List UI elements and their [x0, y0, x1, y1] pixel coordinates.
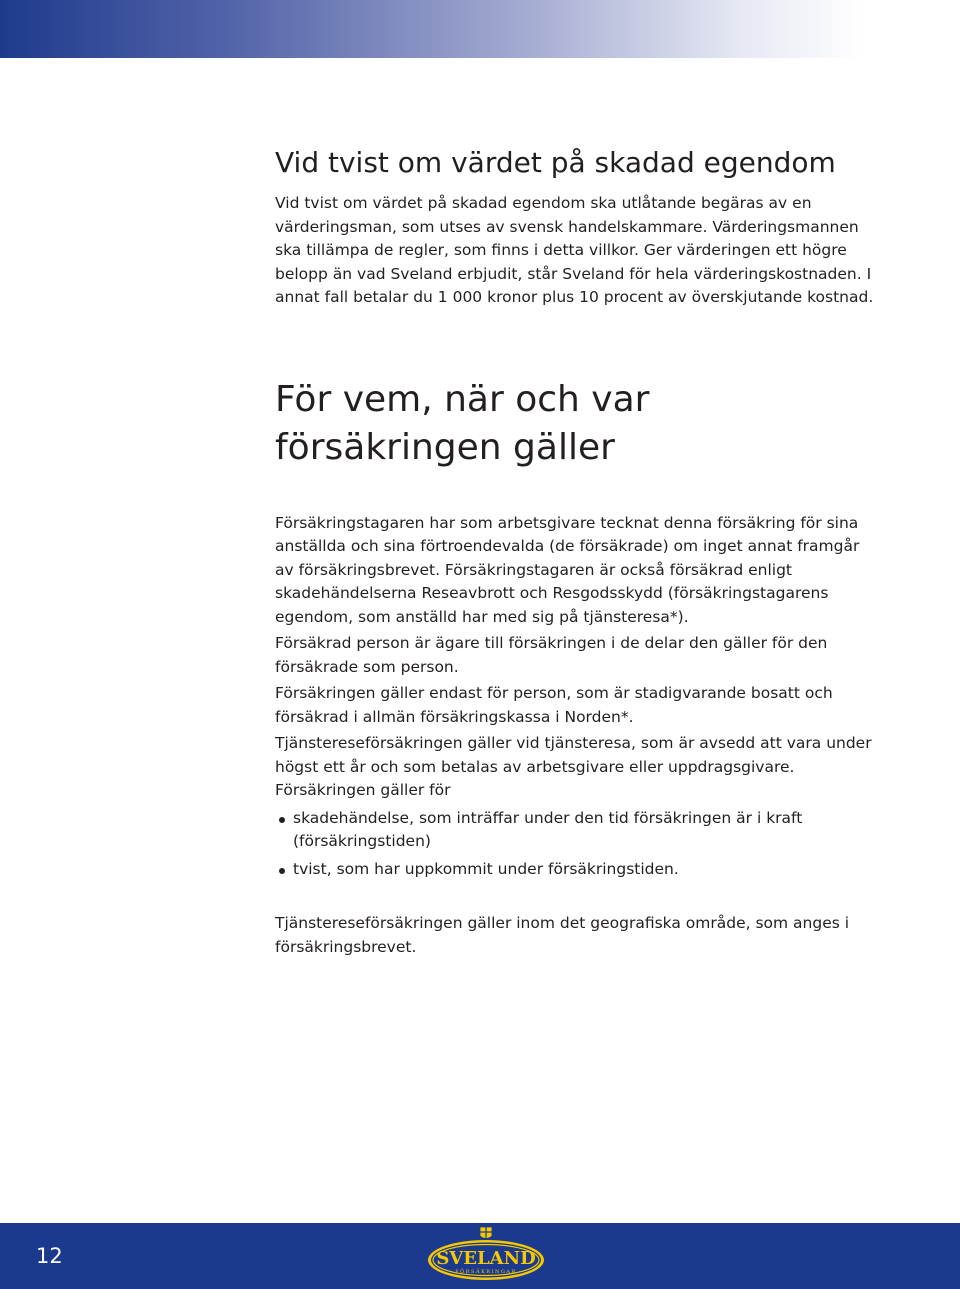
crest-icon — [480, 1227, 492, 1239]
logo-subtext: FÖRSÄKRINGAR — [455, 1269, 517, 1275]
paragraph-coverage-1: Försäkringstagaren har som arbetsgivare tecknat denna försäkring för sina anställda och sina förtroendevalda (de försäkrade) om inget annat framgår av försäkringsbrevet. Försäkringstagaren är också försäkrad enligt skadehändelserna Reseavbrott och Resgodsskydd (försäkringstagarens egendom, som anställd har med sig på tjänsteresa*). — [275, 513, 860, 626]
page-content — [275, 144, 875, 959]
paragraph-dispute: Vid tvist om värdet på skadad egendom ska utlåtande begäras av en värderingsman, som utses av svensk handelskammare. Värderingsmannen ska tillämpa de regler, som finns i detta villkor. Ger värderingen ett högre belopp än vad Sveland erbjudit, står Sveland för hela värderingskostnaden. I annat fall betalar du 1 000 kronor plus 10 procent av överskjutande kostnad. — [275, 194, 874, 306]
bullet-icon — [279, 817, 285, 823]
paragraph-geographic-scope: Tjänstereseförsäkringen gäller inom det geografiska område, som anges i försäkringsbrevet. — [275, 914, 850, 956]
paragraph-coverage-5: Försäkringen gäller för — [275, 781, 451, 799]
list-item-text: skadehändelse, som inträffar under den tid försäkringen är i kraft (försäkringstiden) — [293, 808, 803, 850]
list-item-text: tvist, som har uppkommit under försäkringstiden. — [293, 859, 679, 878]
list-item — [275, 807, 875, 854]
bullet-icon — [279, 868, 285, 874]
list-item — [275, 858, 875, 882]
sveland-logo — [423, 1223, 549, 1289]
logo-wordmark: SVELAND — [436, 1248, 536, 1269]
page-number: 12 — [36, 1244, 63, 1268]
paragraph-coverage-2: Försäkrad person är ägare till försäkringen i de delar den gäller för den försäkrade som person. — [275, 634, 828, 676]
coverage-bullet-list — [275, 807, 875, 882]
section-heading-coverage: För vem, när och var försäkringen gäller — [275, 378, 650, 468]
header-gradient-band — [0, 0, 960, 58]
section-heading-dispute: Vid tvist om värdet på skadad egendom — [275, 146, 836, 179]
paragraph-coverage-4: Tjänstereseförsäkringen gäller vid tjänsteresa, som är avsedd att vara under högst ett år och som betalas av arbetsgivare eller uppdragsgivare. — [275, 734, 872, 776]
footer-band — [0, 1223, 960, 1289]
paragraph-coverage-3: Försäkringen gäller endast för person, som är stadigvarande bosatt och försäkrad i allmän försäkringskassa i Norden*. — [275, 684, 833, 726]
